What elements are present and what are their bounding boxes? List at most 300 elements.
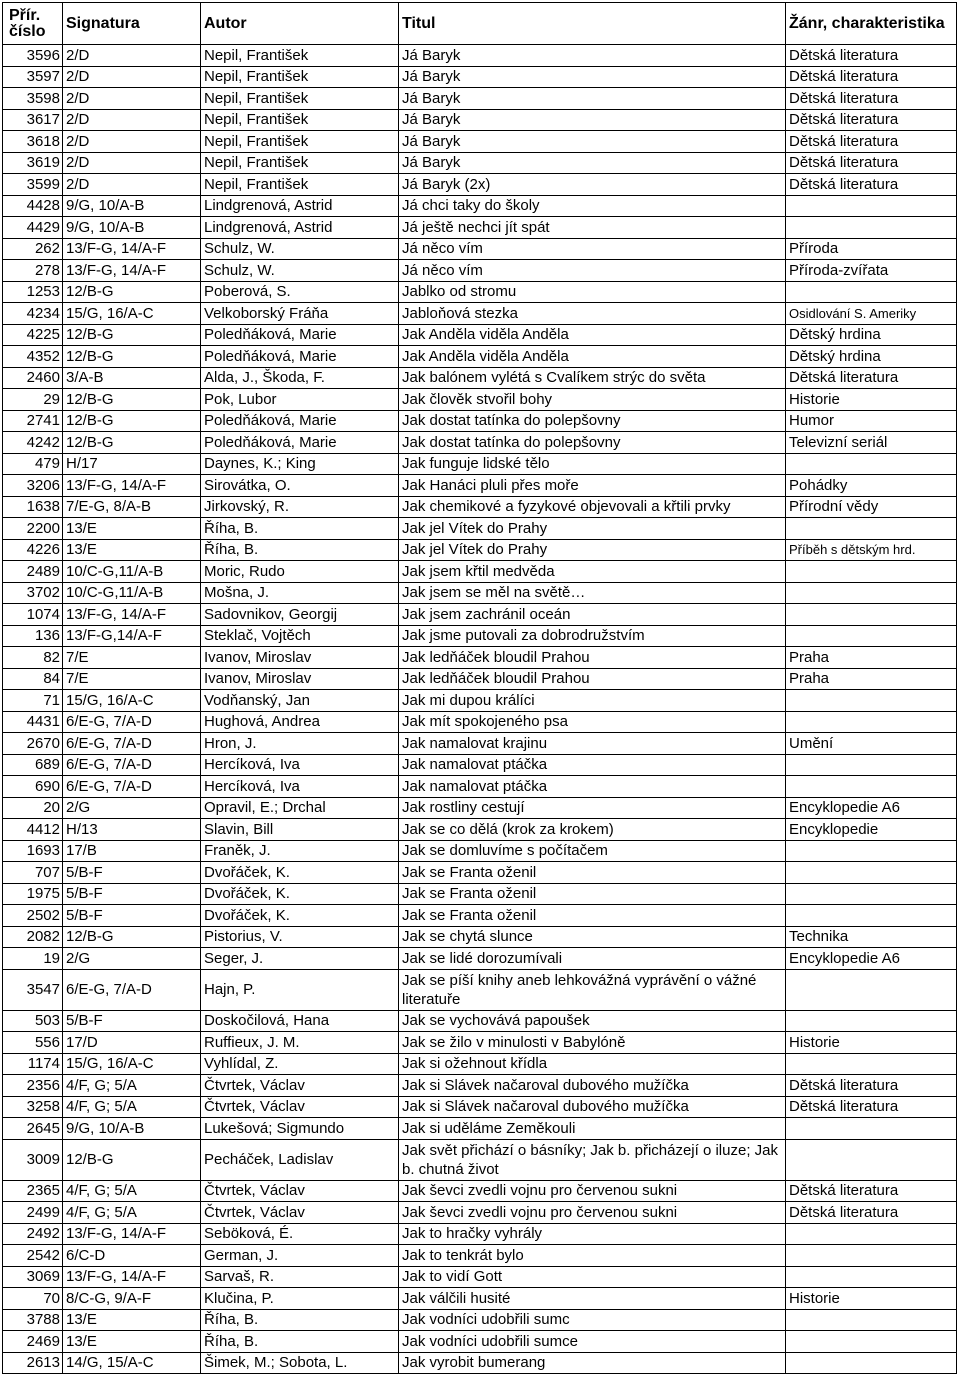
table-row bbox=[3, 1075, 957, 1097]
accession-number-cell: 19 bbox=[3, 948, 63, 970]
accession-number-cell: 3619 bbox=[3, 152, 63, 174]
genre-cell bbox=[786, 453, 957, 475]
signature-cell: 2/D bbox=[63, 174, 201, 196]
title-cell: Jak dostat tatínka do polepšovny bbox=[399, 432, 786, 454]
genre-cell bbox=[786, 625, 957, 647]
genre-cell: Umění bbox=[786, 733, 957, 755]
signature-cell: 2/D bbox=[63, 152, 201, 174]
signature-cell: 14/G, 15/A-C bbox=[63, 1352, 201, 1374]
signature-cell: 6/E-G, 7/A-D bbox=[63, 969, 201, 1010]
author-cell: Ivanov, Miroslav bbox=[201, 647, 399, 669]
table-row bbox=[3, 88, 957, 110]
signature-cell: 4/F, G; 5/A bbox=[63, 1180, 201, 1202]
signature-cell: 15/G, 16/A-C bbox=[63, 303, 201, 325]
title-cell: Jak ledňáček bloudil Prahou bbox=[399, 668, 786, 690]
accession-number-cell: 2502 bbox=[3, 905, 63, 927]
signature-cell: 9/G, 10/A-B bbox=[63, 217, 201, 239]
table-row bbox=[3, 1202, 957, 1224]
title-cell: Jak si ožehnout křídla bbox=[399, 1053, 786, 1075]
accession-number-cell: 1975 bbox=[3, 883, 63, 905]
accession-number-cell: 2492 bbox=[3, 1223, 63, 1245]
signature-cell: 15/G, 16/A-C bbox=[63, 1053, 201, 1075]
title-cell: Já Baryk bbox=[399, 152, 786, 174]
signature-cell: 6/E-G, 7/A-D bbox=[63, 754, 201, 776]
genre-cell bbox=[786, 840, 957, 862]
accession-number-cell: 3258 bbox=[3, 1096, 63, 1118]
genre-cell bbox=[786, 1223, 957, 1245]
signature-cell: 9/G, 10/A-B bbox=[63, 195, 201, 217]
accession-number-cell: 3617 bbox=[3, 109, 63, 131]
accession-number-cell: 4234 bbox=[3, 303, 63, 325]
title-cell: Já Baryk bbox=[399, 88, 786, 110]
signature-cell: 13/F-G, 14/A-F bbox=[63, 238, 201, 260]
title-cell: Já něco vím bbox=[399, 260, 786, 282]
signature-cell: 4/F, G; 5/A bbox=[63, 1096, 201, 1118]
table-row bbox=[3, 539, 957, 561]
author-cell: Pok, Lubor bbox=[201, 389, 399, 411]
genre-cell: Dětská literatura bbox=[786, 174, 957, 196]
signature-cell: 15/G, 16/A-C bbox=[63, 690, 201, 712]
signature-cell: 12/B-G bbox=[63, 281, 201, 303]
accession-number-cell: 707 bbox=[3, 862, 63, 884]
table-row bbox=[3, 1245, 957, 1267]
author-cell: Poledňáková, Marie bbox=[201, 324, 399, 346]
table-row bbox=[3, 45, 957, 67]
author-cell: Lukešová; Sigmundo bbox=[201, 1118, 399, 1140]
author-cell: Nepil, František bbox=[201, 109, 399, 131]
title-cell: Já něco vím bbox=[399, 238, 786, 260]
genre-cell: Příběh s dětským hrd. bbox=[786, 539, 957, 561]
signature-cell: 6/C-D bbox=[63, 1245, 201, 1267]
author-cell: Říha, B. bbox=[201, 1331, 399, 1353]
author-cell: Alda, J., Škoda, F. bbox=[201, 367, 399, 389]
table-row bbox=[3, 1118, 957, 1140]
table-row bbox=[3, 217, 957, 239]
title-cell: Jak to hračky vyhrály bbox=[399, 1223, 786, 1245]
author-cell: Doskočilová, Hana bbox=[201, 1010, 399, 1032]
signature-cell: 12/B-G bbox=[63, 410, 201, 432]
genre-cell: Dětská literatura bbox=[786, 1202, 957, 1224]
accession-number-cell: 2460 bbox=[3, 367, 63, 389]
signature-cell: 12/B-G bbox=[63, 346, 201, 368]
header-signature: Signatura bbox=[63, 3, 201, 45]
signature-cell: 2/D bbox=[63, 88, 201, 110]
author-cell: Seböková, É. bbox=[201, 1223, 399, 1245]
table-row bbox=[3, 1139, 957, 1180]
title-cell: Jak se chytá slunce bbox=[399, 926, 786, 948]
signature-cell: 17/D bbox=[63, 1032, 201, 1054]
table-row bbox=[3, 346, 957, 368]
table-row bbox=[3, 131, 957, 153]
genre-cell bbox=[786, 582, 957, 604]
title-cell: Jak namalovat krajinu bbox=[399, 733, 786, 755]
signature-cell: 9/G, 10/A-B bbox=[63, 1118, 201, 1140]
genre-cell: Televizní seriál bbox=[786, 432, 957, 454]
genre-cell bbox=[786, 1139, 957, 1180]
header-accession-number: Přír. číslo bbox=[3, 3, 63, 45]
table-row bbox=[3, 862, 957, 884]
table-row bbox=[3, 1352, 957, 1374]
accession-number-cell: 1074 bbox=[3, 604, 63, 626]
accession-number-cell: 3599 bbox=[3, 174, 63, 196]
genre-cell: Dětská literatura bbox=[786, 1096, 957, 1118]
table-row bbox=[3, 1223, 957, 1245]
author-cell: Moric, Rudo bbox=[201, 561, 399, 583]
genre-cell: Dětská literatura bbox=[786, 109, 957, 131]
genre-cell bbox=[786, 561, 957, 583]
signature-cell: 6/E-G, 7/A-D bbox=[63, 733, 201, 755]
signature-cell: 2/G bbox=[63, 797, 201, 819]
accession-number-cell: 4226 bbox=[3, 539, 63, 561]
signature-cell: 12/B-G bbox=[63, 324, 201, 346]
table-row bbox=[3, 604, 957, 626]
genre-cell: Dětská literatura bbox=[786, 1180, 957, 1202]
title-cell: Jak jel Vítek do Prahy bbox=[399, 518, 786, 540]
title-cell: Jak Anděla viděla Anděla bbox=[399, 324, 786, 346]
table-row bbox=[3, 1309, 957, 1331]
title-cell: Jak dostat tatínka do polepšovny bbox=[399, 410, 786, 432]
genre-cell: Historie bbox=[786, 389, 957, 411]
accession-number-cell: 479 bbox=[3, 453, 63, 475]
table-row bbox=[3, 776, 957, 798]
genre-cell: Humor bbox=[786, 410, 957, 432]
author-cell: Pecháček, Ladislav bbox=[201, 1139, 399, 1180]
signature-cell: 2/D bbox=[63, 131, 201, 153]
table-row bbox=[3, 152, 957, 174]
title-cell: Já Baryk bbox=[399, 109, 786, 131]
accession-number-cell: 262 bbox=[3, 238, 63, 260]
author-cell: Opravil, E.; Drchal bbox=[201, 797, 399, 819]
table-row bbox=[3, 1053, 957, 1075]
author-cell: Říha, B. bbox=[201, 539, 399, 561]
genre-cell bbox=[786, 217, 957, 239]
accession-number-cell: 3618 bbox=[3, 131, 63, 153]
title-cell: Jak mi dupou králíci bbox=[399, 690, 786, 712]
title-cell: Jablko od stromu bbox=[399, 281, 786, 303]
author-cell: Jirkovský, R. bbox=[201, 496, 399, 518]
author-cell: Nepil, František bbox=[201, 174, 399, 196]
genre-cell: Historie bbox=[786, 1288, 957, 1310]
signature-cell: 12/B-G bbox=[63, 926, 201, 948]
signature-cell: 17/B bbox=[63, 840, 201, 862]
accession-number-cell: 3547 bbox=[3, 969, 63, 1010]
title-cell: Jak namalovat ptáčka bbox=[399, 776, 786, 798]
accession-number-cell: 3206 bbox=[3, 475, 63, 497]
table-row bbox=[3, 281, 957, 303]
author-cell: Daynes, K.; King bbox=[201, 453, 399, 475]
author-cell: Ivanov, Miroslav bbox=[201, 668, 399, 690]
genre-cell bbox=[786, 281, 957, 303]
genre-cell bbox=[786, 883, 957, 905]
signature-cell: 5/B-F bbox=[63, 862, 201, 884]
table-row bbox=[3, 561, 957, 583]
signature-cell: 13/F-G, 14/A-F bbox=[63, 475, 201, 497]
author-cell: Lindgrenová, Astrid bbox=[201, 217, 399, 239]
table-row bbox=[3, 905, 957, 927]
table-row bbox=[3, 453, 957, 475]
genre-cell bbox=[786, 195, 957, 217]
title-cell: Jak se Franta oženil bbox=[399, 905, 786, 927]
table-row bbox=[3, 948, 957, 970]
genre-cell: Dětská literatura bbox=[786, 66, 957, 88]
author-cell: Čtvrtek, Václav bbox=[201, 1202, 399, 1224]
table-row bbox=[3, 518, 957, 540]
genre-cell: Historie bbox=[786, 1032, 957, 1054]
author-cell: Hajn, P. bbox=[201, 969, 399, 1010]
author-cell: Slavin, Bill bbox=[201, 819, 399, 841]
title-cell: Jak to tenkrát bylo bbox=[399, 1245, 786, 1267]
table-row bbox=[3, 733, 957, 755]
accession-number-cell: 3009 bbox=[3, 1139, 63, 1180]
accession-number-cell: 2200 bbox=[3, 518, 63, 540]
table-row bbox=[3, 195, 957, 217]
header-author: Autor bbox=[201, 3, 399, 45]
accession-number-cell: 278 bbox=[3, 260, 63, 282]
author-cell: Čtvrtek, Václav bbox=[201, 1180, 399, 1202]
author-cell: Franěk, J. bbox=[201, 840, 399, 862]
table-row bbox=[3, 754, 957, 776]
author-cell: Nepil, František bbox=[201, 152, 399, 174]
genre-cell bbox=[786, 690, 957, 712]
genre-cell: Dětská literatura bbox=[786, 45, 957, 67]
table-row bbox=[3, 496, 957, 518]
accession-number-cell: 4428 bbox=[3, 195, 63, 217]
table-row bbox=[3, 1010, 957, 1032]
accession-number-cell: 2499 bbox=[3, 1202, 63, 1224]
accession-number-cell: 2741 bbox=[3, 410, 63, 432]
signature-cell: 2/D bbox=[63, 109, 201, 131]
title-cell: Jak balónem vylétá s Cvalíkem strýc do světa bbox=[399, 367, 786, 389]
genre-cell bbox=[786, 1118, 957, 1140]
table-row bbox=[3, 66, 957, 88]
title-cell: Jak si uděláme Zeměkouli bbox=[399, 1118, 786, 1140]
signature-cell: 10/C-G,11/A-B bbox=[63, 561, 201, 583]
author-cell: Poledňáková, Marie bbox=[201, 346, 399, 368]
signature-cell: 13/F-G, 14/A-F bbox=[63, 1223, 201, 1245]
signature-cell: 7/E bbox=[63, 647, 201, 669]
author-cell: Čtvrtek, Václav bbox=[201, 1075, 399, 1097]
title-cell: Jak to vidí Gott bbox=[399, 1266, 786, 1288]
title-cell: Jak vyrobit bumerang bbox=[399, 1352, 786, 1374]
table-row bbox=[3, 647, 957, 669]
genre-cell: Dětský hrdina bbox=[786, 346, 957, 368]
table-row bbox=[3, 260, 957, 282]
title-cell: Jabloňová stezka bbox=[399, 303, 786, 325]
genre-cell: Technika bbox=[786, 926, 957, 948]
author-cell: Poberová, S. bbox=[201, 281, 399, 303]
genre-cell: Dětská literatura bbox=[786, 1075, 957, 1097]
signature-cell: H/13 bbox=[63, 819, 201, 841]
signature-cell: 4/F, G; 5/A bbox=[63, 1202, 201, 1224]
accession-number-cell: 1638 bbox=[3, 496, 63, 518]
table-row bbox=[3, 174, 957, 196]
signature-cell: 12/B-G bbox=[63, 389, 201, 411]
title-cell: Jak Anděla viděla Anděla bbox=[399, 346, 786, 368]
table-row bbox=[3, 1096, 957, 1118]
table-row bbox=[3, 1331, 957, 1353]
signature-cell: 7/E bbox=[63, 668, 201, 690]
genre-cell bbox=[786, 1266, 957, 1288]
accession-number-cell: 136 bbox=[3, 625, 63, 647]
title-cell: Já Baryk bbox=[399, 45, 786, 67]
author-cell: Mošna, J. bbox=[201, 582, 399, 604]
accession-number-cell: 82 bbox=[3, 647, 63, 669]
title-cell: Jak ševci zvedli vojnu pro červenou sukni bbox=[399, 1180, 786, 1202]
table-row bbox=[3, 1288, 957, 1310]
table-row bbox=[3, 1032, 957, 1054]
accession-number-cell: 4412 bbox=[3, 819, 63, 841]
genre-cell: Praha bbox=[786, 668, 957, 690]
title-cell: Jak ledňáček bloudil Prahou bbox=[399, 647, 786, 669]
signature-cell: 10/C-G,11/A-B bbox=[63, 582, 201, 604]
signature-cell: 13/E bbox=[63, 1309, 201, 1331]
table-row bbox=[3, 432, 957, 454]
accession-number-cell: 689 bbox=[3, 754, 63, 776]
accession-number-cell: 556 bbox=[3, 1032, 63, 1054]
genre-cell bbox=[786, 604, 957, 626]
accession-number-cell: 2489 bbox=[3, 561, 63, 583]
author-cell: Hron, J. bbox=[201, 733, 399, 755]
title-cell: Jak se lidé dorozumívali bbox=[399, 948, 786, 970]
genre-cell bbox=[786, 1331, 957, 1353]
author-cell: Hughová, Andrea bbox=[201, 711, 399, 733]
signature-cell: 8/C-G, 9/A-F bbox=[63, 1288, 201, 1310]
accession-number-cell: 3702 bbox=[3, 582, 63, 604]
author-cell: Schulz, W. bbox=[201, 260, 399, 282]
genre-cell: Dětská literatura bbox=[786, 367, 957, 389]
accession-number-cell: 4242 bbox=[3, 432, 63, 454]
table-row bbox=[3, 1180, 957, 1202]
author-cell: Poledňáková, Marie bbox=[201, 432, 399, 454]
title-cell: Jak jsem křtil medvěda bbox=[399, 561, 786, 583]
author-cell: Nepil, František bbox=[201, 131, 399, 153]
title-cell: Jak Hanáci pluli přes moře bbox=[399, 475, 786, 497]
accession-number-cell: 3788 bbox=[3, 1309, 63, 1331]
title-cell: Jak se žilo v minulosti v Babylóně bbox=[399, 1032, 786, 1054]
accession-number-cell: 2645 bbox=[3, 1118, 63, 1140]
genre-cell bbox=[786, 905, 957, 927]
author-cell: Poledňáková, Marie bbox=[201, 410, 399, 432]
accession-number-cell: 3597 bbox=[3, 66, 63, 88]
signature-cell: 13/E bbox=[63, 539, 201, 561]
genre-cell bbox=[786, 969, 957, 1010]
accession-number-cell: 29 bbox=[3, 389, 63, 411]
signature-cell: 5/B-F bbox=[63, 883, 201, 905]
signature-cell: 13/F-G, 14/A-F bbox=[63, 604, 201, 626]
genre-cell bbox=[786, 776, 957, 798]
title-cell: Jak se co dělá (krok za krokem) bbox=[399, 819, 786, 841]
table-row bbox=[3, 840, 957, 862]
accession-number-cell: 2613 bbox=[3, 1352, 63, 1374]
genre-cell bbox=[786, 754, 957, 776]
signature-cell: 12/B-G bbox=[63, 1139, 201, 1180]
accession-number-cell: 1693 bbox=[3, 840, 63, 862]
accession-number-cell: 690 bbox=[3, 776, 63, 798]
title-cell: Jak jsme putovali za dobrodružstvím bbox=[399, 625, 786, 647]
author-cell: Sadovnikov, Georgij bbox=[201, 604, 399, 626]
genre-cell: Příroda-zvířata bbox=[786, 260, 957, 282]
author-cell: Lindgrenová, Astrid bbox=[201, 195, 399, 217]
author-cell: Ruffieux, J. M. bbox=[201, 1032, 399, 1054]
author-cell: Dvořáček, K. bbox=[201, 883, 399, 905]
title-cell: Já Baryk bbox=[399, 66, 786, 88]
signature-cell: 4/F, G; 5/A bbox=[63, 1075, 201, 1097]
genre-cell bbox=[786, 711, 957, 733]
genre-cell bbox=[786, 1010, 957, 1032]
table-row bbox=[3, 367, 957, 389]
author-cell: Steklač, Vojtěch bbox=[201, 625, 399, 647]
author-cell: Hercíková, Iva bbox=[201, 754, 399, 776]
table-row bbox=[3, 475, 957, 497]
author-cell: Seger, J. bbox=[201, 948, 399, 970]
title-cell: Jak jsem se měl na světě… bbox=[399, 582, 786, 604]
title-cell: Jak se Franta oženil bbox=[399, 883, 786, 905]
author-cell: Dvořáček, K. bbox=[201, 905, 399, 927]
author-cell: Klučina, P. bbox=[201, 1288, 399, 1310]
table-row bbox=[3, 324, 957, 346]
table-row bbox=[3, 582, 957, 604]
table-row bbox=[3, 883, 957, 905]
accession-number-cell: 2542 bbox=[3, 1245, 63, 1267]
title-cell: Jak si Slávek načaroval dubového mužíčka bbox=[399, 1075, 786, 1097]
table-row bbox=[3, 668, 957, 690]
table-row bbox=[3, 238, 957, 260]
table-row bbox=[3, 410, 957, 432]
header-genre: Žánr, charakteristika bbox=[786, 3, 957, 45]
accession-number-cell: 1253 bbox=[3, 281, 63, 303]
genre-cell: Encyklopedie A6 bbox=[786, 797, 957, 819]
author-cell: Vyhlídal, Z. bbox=[201, 1053, 399, 1075]
title-cell: Já Baryk bbox=[399, 131, 786, 153]
author-cell: German, J. bbox=[201, 1245, 399, 1267]
genre-cell: Encyklopedie bbox=[786, 819, 957, 841]
accession-number-cell: 4429 bbox=[3, 217, 63, 239]
title-cell: Jak ševci zvedli vojnu pro červenou sukni bbox=[399, 1202, 786, 1224]
signature-cell: 7/E-G, 8/A-B bbox=[63, 496, 201, 518]
genre-cell bbox=[786, 518, 957, 540]
title-cell: Jak jsem zachránil oceán bbox=[399, 604, 786, 626]
title-cell: Jak svět přichází o básníky; Jak b. přicházejí o iluze; Jak b. chutná život bbox=[399, 1139, 786, 1180]
table-row bbox=[3, 711, 957, 733]
title-cell: Jak válčili husité bbox=[399, 1288, 786, 1310]
genre-cell: Příroda bbox=[786, 238, 957, 260]
signature-cell: 12/B-G bbox=[63, 432, 201, 454]
author-cell: Velkoborský Fráňa bbox=[201, 303, 399, 325]
genre-cell bbox=[786, 862, 957, 884]
genre-cell: Osidlování S. Ameriky bbox=[786, 303, 957, 325]
table-row bbox=[3, 969, 957, 1010]
table-row bbox=[3, 797, 957, 819]
genre-cell: Dětský hrdina bbox=[786, 324, 957, 346]
author-cell: Nepil, František bbox=[201, 88, 399, 110]
table-body bbox=[3, 45, 957, 1374]
accession-number-cell: 4225 bbox=[3, 324, 63, 346]
genre-cell: Dětská literatura bbox=[786, 88, 957, 110]
header-row bbox=[3, 3, 957, 45]
title-cell: Jak jel Vítek do Prahy bbox=[399, 539, 786, 561]
signature-cell: 2/D bbox=[63, 66, 201, 88]
accession-number-cell: 84 bbox=[3, 668, 63, 690]
title-cell: Jak si Slávek načaroval dubového mužíčka bbox=[399, 1096, 786, 1118]
author-cell: Pistorius, V. bbox=[201, 926, 399, 948]
title-cell: Jak se domluvíme s počítačem bbox=[399, 840, 786, 862]
signature-cell: 13/E bbox=[63, 518, 201, 540]
signature-cell: 2/G bbox=[63, 948, 201, 970]
genre-cell bbox=[786, 1053, 957, 1075]
title-cell: Já chci taky do školy bbox=[399, 195, 786, 217]
genre-cell bbox=[786, 1352, 957, 1374]
genre-cell: Encyklopedie A6 bbox=[786, 948, 957, 970]
